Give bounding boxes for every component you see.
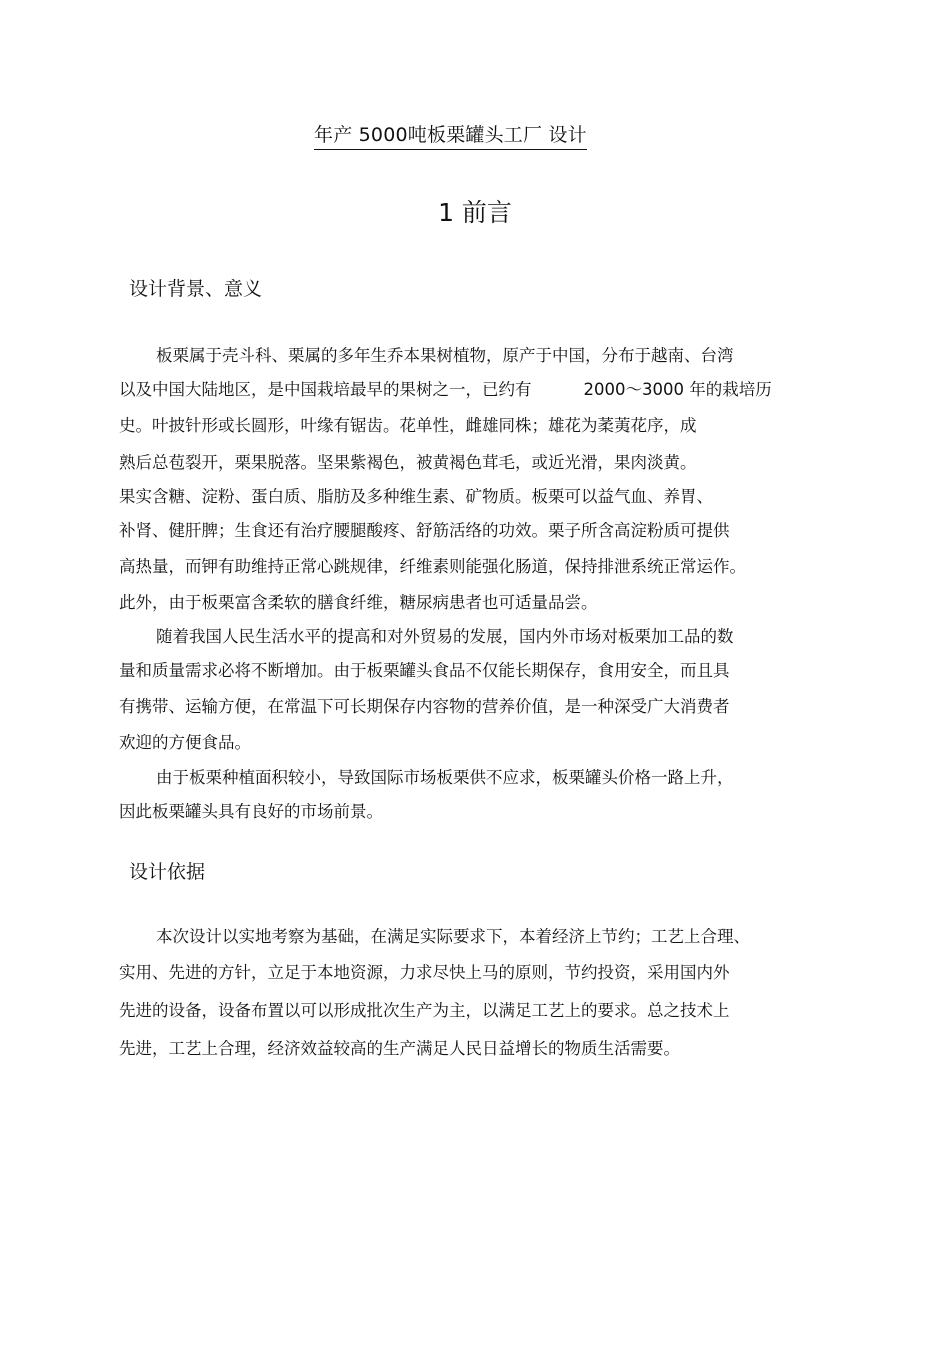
paragraph-line: 有携带、运输方便，在常温下可长期保存内容物的营养价值，是一种深受广大消费者	[119, 697, 730, 716]
paragraph-line: 随着我国人民生活水平的提高和对外贸易的发展，国内外市场对板栗加工品的数	[156, 627, 734, 646]
chapter-heading: 1 前言	[438, 198, 512, 227]
line-text: 以及中国大陆地区，是中国栽培最早的果树之一，已约有	[119, 380, 532, 399]
paragraph-line: 果实含糖、淀粉、蛋白质、脂肪及多种维生素、矿物质。板栗可以益气血、养胃、	[119, 487, 713, 506]
paragraph-line: 本次设计以实地考察为基础，在满足实际要求下，本着经济上节约；工艺上合理、	[156, 927, 750, 946]
paragraph-line: 实用、先进的方针，立足于本地资源，力求尽快上马的原则，节约投资，采用国内外	[119, 963, 730, 982]
section-heading-basis: 设计依据	[129, 861, 206, 883]
paragraph-line: 史。叶披针形或长圆形，叶缘有锯齿。花单性，雌雄同株；雄花为葇荑花序，成	[119, 416, 697, 435]
paragraph-line: 先进，工艺上合理，经济效益较高的生产满足人民日益增长的物质生活需要。	[119, 1039, 680, 1058]
paragraph-line	[119, 378, 772, 402]
paragraph-line: 此外，由于板栗富含柔软的膳食纤维，糖尿病患者也可适量品尝。	[119, 593, 598, 612]
document-title: 年产 5000吨板栗罐头工厂 设计	[314, 122, 587, 150]
paragraph-line: 欢迎的方便食品。	[119, 733, 251, 752]
year-range-text: 2000～3000 年的栽培历	[583, 380, 772, 399]
paragraph-line: 熟后总苞裂开，栗果脱落。坚果紫褐色，被黄褐色茸毛，或近光滑，果肉淡黄。	[119, 453, 697, 472]
section-heading-background: 设计背景、意义	[129, 278, 263, 300]
paragraph-line: 由于板栗种植面积较小，导致国际市场板栗供不应求，板栗罐头价格一路上升，	[156, 768, 734, 787]
paragraph-line: 因此板栗罐头具有良好的市场前景。	[119, 802, 383, 821]
paragraph-line: 先进的设备，设备布置以可以形成批次生产为主，以满足工艺上的要求。总之技术上	[119, 1001, 730, 1020]
paragraph-line: 补肾、健肝脾；生食还有治疗腰腿酸疼、舒筋活络的功效。栗子所含高淀粉质可提供	[119, 521, 730, 540]
paragraph-line: 板栗属于壳斗科、栗属的多年生乔本果树植物，原产于中国，分布于越南、台湾	[156, 346, 734, 365]
paragraph-line: 量和质量需求必将不断增加。由于板栗罐头食品不仅能长期保存，食用安全，而且具	[119, 661, 730, 680]
paragraph-line: 高热量，而钾有助维持正常心跳规律，纤维素则能强化肠道，保持排泄系统正常运作。	[119, 557, 746, 576]
